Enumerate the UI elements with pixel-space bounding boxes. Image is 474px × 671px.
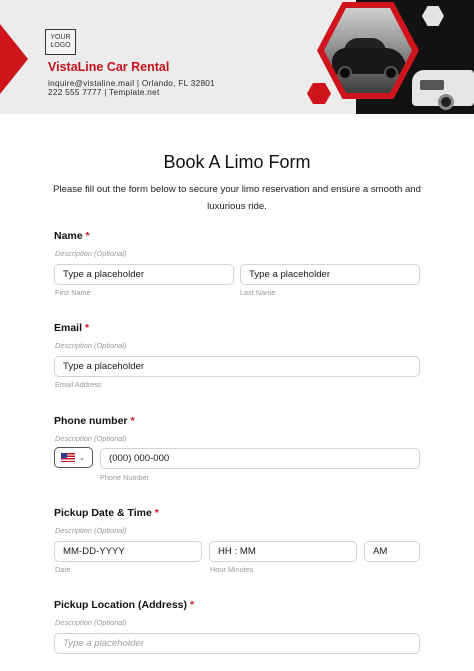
last-name-input[interactable]: Type a placeholder	[240, 264, 420, 285]
contact-line-2: 222 555 7777 | Template.net	[48, 88, 160, 97]
small-red-hexagon	[307, 83, 331, 104]
wheel-icon	[438, 94, 454, 110]
name-description: Description (Optional)	[55, 249, 127, 258]
company-logo: YOUR LOGO	[45, 29, 76, 55]
email-description: Description (Optional)	[55, 341, 127, 350]
ampm-select[interactable]: AM	[364, 541, 420, 562]
email-sublabel: Email Address	[55, 380, 102, 389]
company-name: VistaLine Car Rental	[48, 60, 170, 74]
header-banner	[0, 0, 474, 114]
email-label: Email *	[54, 322, 90, 334]
pickup-datetime-description: Description (Optional)	[55, 526, 127, 535]
country-code-select[interactable]	[54, 447, 93, 468]
wheel-icon	[384, 66, 398, 80]
form-title: Book A Limo Form	[163, 152, 311, 172]
time-sublabel: Hour Minutes	[210, 565, 254, 574]
pickup-datetime-label: Pickup Date & Time *	[54, 507, 159, 519]
pickup-location-input[interactable]: Type a placeholder	[54, 633, 420, 654]
first-name-input[interactable]: Type a placeholder	[54, 264, 234, 285]
name-label: Name *	[54, 230, 90, 242]
us-flag-icon	[61, 453, 75, 462]
pickup-location-description: Description (Optional)	[55, 618, 127, 627]
phone-input[interactable]: (000) 000-000	[100, 448, 420, 469]
email-input[interactable]: Type a placeholder	[54, 356, 420, 377]
phone-description: Description (Optional)	[55, 434, 127, 443]
form-intro: Please fill out the form below to secure your limo reservation and ensure a smooth and luxurious ride.	[53, 184, 421, 212]
time-input[interactable]: HH : MM	[209, 541, 357, 562]
last-name-sublabel: Last Name	[240, 288, 276, 297]
chevron-down-icon: ⌄	[79, 454, 85, 462]
date-input[interactable]: MM-DD-YYYY	[54, 541, 202, 562]
pickup-location-label: Pickup Location (Address) *	[54, 599, 195, 611]
first-name-sublabel: First Name	[55, 288, 91, 297]
phone-sublabel: Phone Number	[100, 473, 150, 482]
contact-line-1: inquire@vistaline.mail | Orlando, FL 32801	[48, 79, 216, 88]
red-chevron-decoration	[0, 24, 28, 94]
phone-label: Phone number *	[54, 415, 135, 427]
wheel-icon	[338, 66, 352, 80]
date-sublabel: Date	[55, 565, 71, 574]
